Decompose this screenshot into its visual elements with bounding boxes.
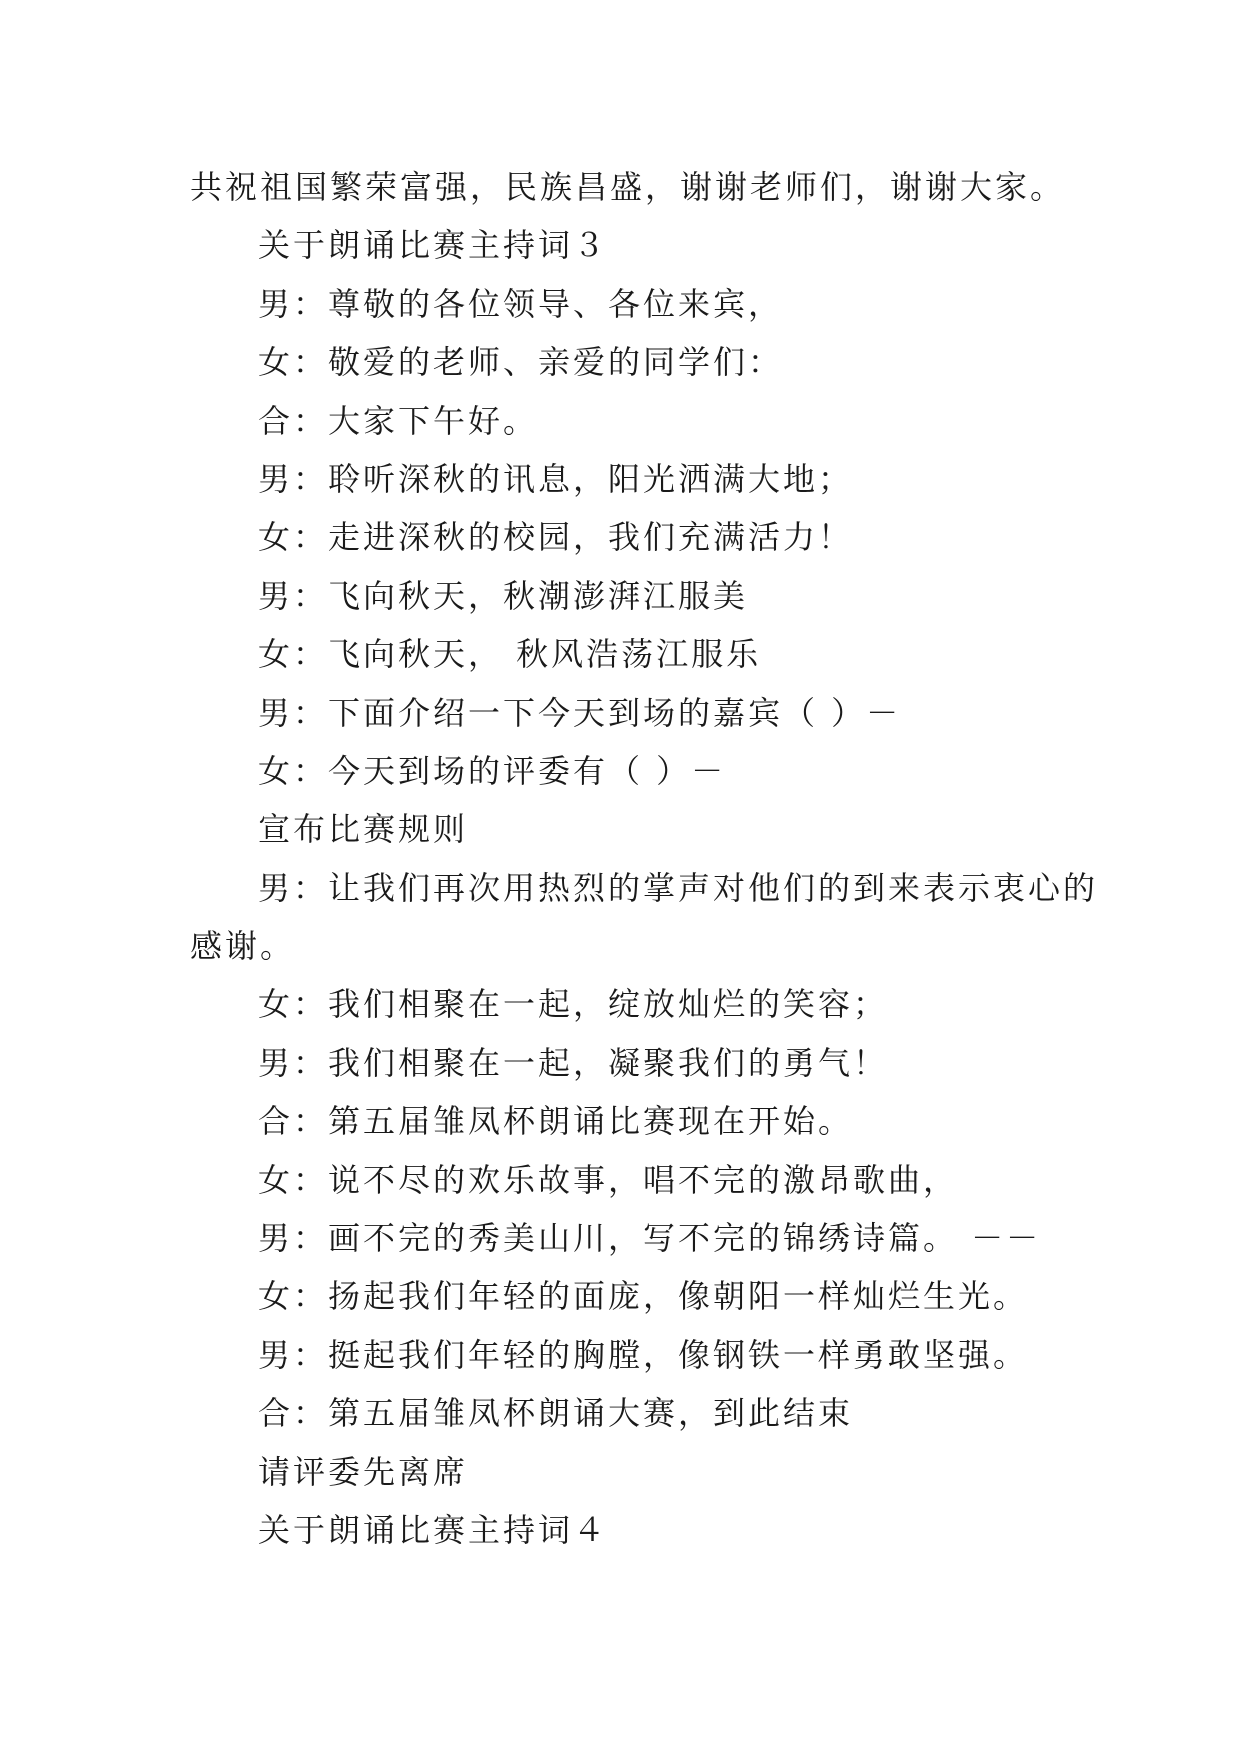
text-line: 男：聆听深秋的讯息，阳光洒满大地； (258, 459, 854, 498)
text-line: 男：下面介绍一下今天到场的嘉宾（ ）－ (258, 693, 902, 732)
text-line: 女：扬起我们年轻的面庞，像朝阳一样灿烂生光。 (258, 1277, 1029, 1316)
text-line: 男：挺起我们年轻的胸膛，像钢铁一样勇敢坚强。 (258, 1335, 1029, 1374)
text-line: 女：敬爱的老师、亲爱的同学们： (258, 343, 784, 382)
text-line: 宣布比赛规则 (258, 810, 469, 849)
text-line: 女：飞向秋天， 秋风浩荡江服乐 (258, 635, 762, 674)
section-heading: 关于朗诵比赛主持词３ (258, 226, 609, 265)
text-line: 男：飞向秋天，秋潮澎湃江服美 (258, 576, 749, 615)
document-body (190, 158, 1099, 1559)
text-line: 女：我们相聚在一起，绽放灿烂的笑容； (258, 985, 889, 1024)
text-line: 男：画不完的秀美山川，写不完的锦绣诗篇。 －－ (258, 1219, 1042, 1258)
text-line: 男：我们相聚在一起，凝聚我们的勇气！ (258, 1043, 889, 1082)
text-line: 女：今天到场的评委有（ ）－ (258, 751, 727, 790)
text-line: 男：让我们再次用热烈的掌声对他们的到来表示衷心的 (258, 868, 1099, 907)
text-line: 感谢。 (190, 927, 296, 966)
text-line: 女：走进深秋的校园，我们充满活力！ (258, 518, 854, 557)
text-line: 男：尊敬的各位领导、各位来宾， (258, 284, 784, 323)
text-line: 共祝祖国繁荣富强，民族昌盛，谢谢老师们，谢谢大家。 (190, 168, 1066, 206)
section-heading: 关于朗诵比赛主持词４ (258, 1510, 609, 1549)
text-line: 合：第五届雏凤杯朗诵比赛现在开始。 (258, 1102, 854, 1141)
text-line: 合：第五届雏凤杯朗诵大赛，到此结束 (258, 1394, 854, 1433)
text-line: 请评委先离席 (258, 1452, 469, 1491)
text-line: 女：说不尽的欢乐故事，唱不完的激昂歌曲， (258, 1160, 959, 1199)
text-line: 合：大家下午好。 (258, 401, 539, 440)
